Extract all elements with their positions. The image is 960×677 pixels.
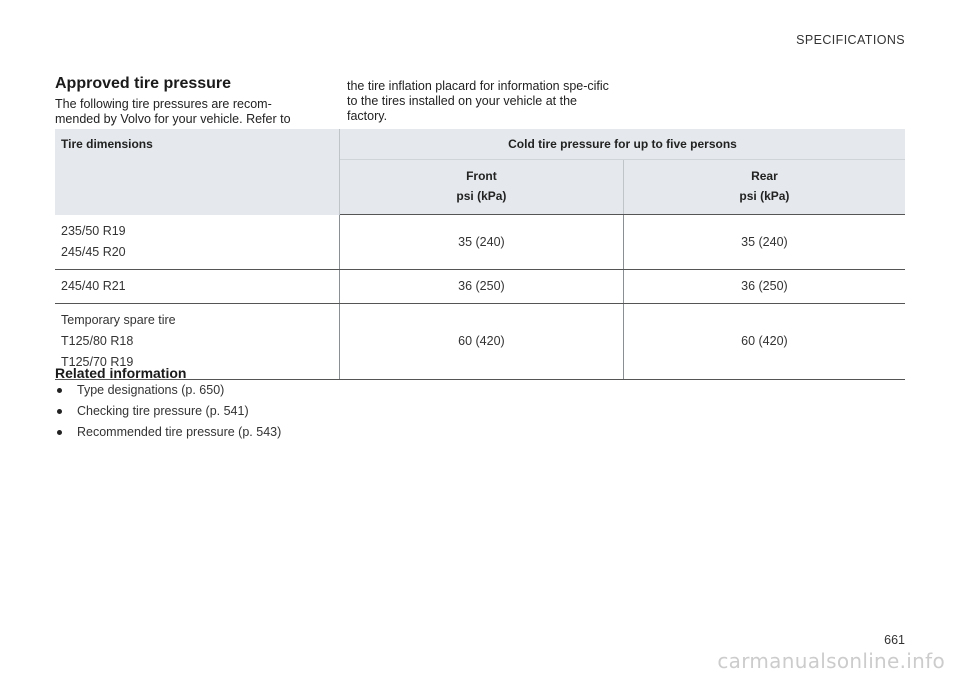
related-link-label: Checking tire pressure (p. 541) <box>77 404 249 418</box>
related-link-checking-tire-pressure[interactable] <box>55 401 281 422</box>
header-tire-dimensions: Tire dimensions <box>55 129 340 215</box>
related-link-label: Recommended tire pressure (p. 543) <box>77 425 282 439</box>
page-number: 661 <box>884 633 905 647</box>
section-header: SPECIFICATIONS <box>796 33 905 47</box>
header-rear-unit: psi (kPa) <box>739 189 790 203</box>
table-row <box>55 215 905 270</box>
tire-dimensions-cell <box>55 215 340 270</box>
related-information-title: Related information <box>55 365 187 381</box>
header-front-unit: psi (kPa) <box>456 189 507 203</box>
watermark: carmanualsonline.info <box>717 649 945 673</box>
tire-dimensions-cell <box>55 269 340 303</box>
rear-pressure: 35 (240) <box>623 215 905 270</box>
related-link-label: Type designations (p. 650) <box>77 383 225 397</box>
tire-dimension: Temporary spare tire <box>61 312 176 327</box>
rear-pressure: 36 (250) <box>623 269 905 303</box>
intro-text-column-2: the tire inflation placard for information spe-cific to the tires installed on your vehicle at the factory. <box>347 79 609 123</box>
tire-dimension: 245/45 R20 <box>61 244 126 259</box>
tire-dimension: T125/80 R18 <box>61 333 134 348</box>
page-title: Approved tire pressure <box>55 75 232 92</box>
bullet-icon <box>57 430 62 435</box>
bullet-icon <box>57 409 62 414</box>
front-pressure: 36 (250) <box>340 269 624 303</box>
header-front <box>340 160 624 215</box>
table-row <box>55 269 905 303</box>
intro-text-column-1: The following tire pressures are recom-mended by Volvo for your vehicle. Refer to <box>55 97 291 126</box>
rear-pressure: 60 (420) <box>623 303 905 379</box>
bullet-icon <box>57 388 62 393</box>
front-pressure: 60 (420) <box>340 303 624 379</box>
header-rear <box>623 160 905 215</box>
related-link-recommended-tire-pressure[interactable] <box>55 422 281 443</box>
tire-dimension: 235/50 R19 <box>61 223 126 238</box>
header-cold-pressure: Cold tire pressure for up to five persons <box>340 129 906 160</box>
related-information-list <box>55 380 281 443</box>
header-front-label: Front <box>466 169 497 183</box>
related-link-type-designations[interactable] <box>55 380 281 401</box>
front-pressure: 35 (240) <box>340 215 624 270</box>
tire-dimension: T125/70 R19 <box>61 354 134 369</box>
header-rear-label: Rear <box>751 169 778 183</box>
tire-dimension: 245/40 R21 <box>61 278 126 293</box>
tire-pressure-table <box>55 129 905 380</box>
